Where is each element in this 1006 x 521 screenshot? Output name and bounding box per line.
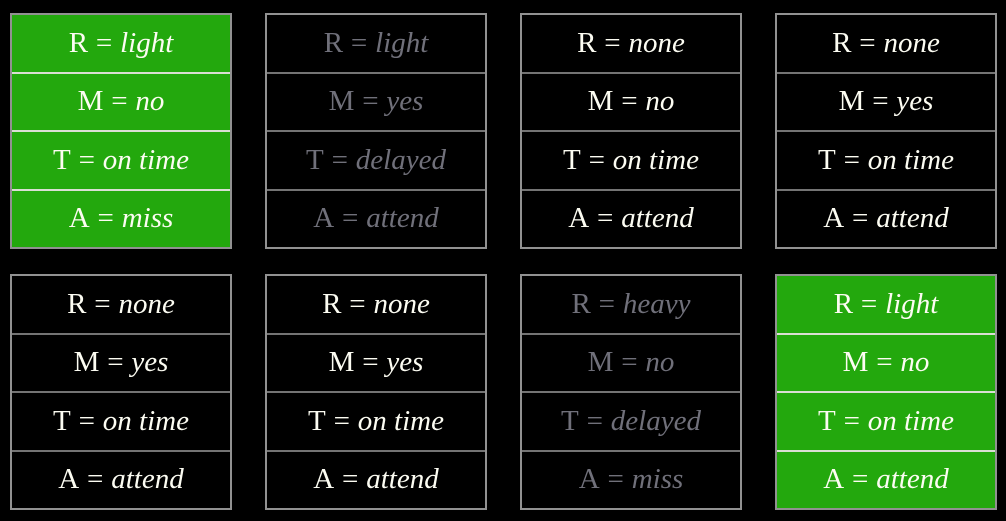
variable-name: R (832, 26, 852, 59)
variable-value: on time (612, 143, 699, 176)
equals-sign: = (333, 404, 350, 437)
variable-value: light (885, 287, 939, 320)
assignment-row-appointment (12, 191, 230, 248)
variable-value: yes (131, 346, 169, 379)
sample-card-6 (265, 274, 487, 510)
variable-name: R (577, 26, 597, 59)
variable-name: T (561, 404, 579, 437)
assignment-row-train (777, 132, 995, 191)
equals-sign: = (78, 404, 95, 437)
variable-value: attend (366, 463, 439, 496)
variable-name: T (818, 143, 836, 176)
variable-name: R (323, 26, 344, 59)
samples-grid (10, 13, 997, 510)
assignment-row-appointment (522, 452, 740, 509)
variable-value: attend (876, 463, 949, 496)
assignment-row-train (267, 132, 485, 191)
variable-value: heavy (622, 287, 691, 320)
equals-sign: = (331, 143, 348, 176)
assignment-row-maintenance (522, 335, 740, 394)
equals-sign: = (342, 202, 359, 235)
variable-name: A (578, 463, 600, 496)
equals-sign: = (876, 346, 893, 379)
variable-value: none (373, 287, 430, 320)
sample-card-3 (520, 13, 742, 249)
variable-name: T (306, 143, 324, 176)
assignment-row-rain (267, 276, 485, 335)
assignment-row-appointment (267, 191, 485, 248)
equals-sign: = (350, 26, 368, 59)
variable-name: A (313, 202, 335, 235)
equals-sign: = (342, 463, 359, 496)
assignment-row-rain (777, 15, 995, 74)
equals-sign: = (588, 143, 605, 176)
variable-name: R (67, 287, 87, 320)
variable-name: A (823, 463, 845, 496)
variable-name: M (838, 85, 865, 118)
variable-name: T (308, 404, 326, 437)
variable-name: A (568, 202, 590, 235)
variable-name: R (68, 26, 89, 59)
variable-name: R (833, 287, 854, 320)
assignment-row-train (267, 393, 485, 452)
assignment-row-maintenance (267, 335, 485, 394)
variable-name: T (818, 404, 836, 437)
variable-value: attend (621, 202, 694, 235)
assignment-row-train (12, 132, 230, 191)
variable-value: delayed (610, 404, 701, 437)
variable-value: on time (357, 404, 444, 437)
assignment-row-appointment (522, 191, 740, 248)
variable-name: T (563, 143, 581, 176)
variable-name: M (842, 346, 869, 379)
variable-name: R (571, 287, 591, 320)
equals-sign: = (860, 287, 878, 320)
variable-value: on time (102, 404, 189, 437)
variable-value: light (375, 26, 429, 59)
variable-value: miss (631, 463, 684, 496)
assignment-row-train (777, 393, 995, 452)
sample-card-4 (775, 13, 997, 249)
variable-value: yes (896, 85, 934, 118)
assignment-row-train (12, 393, 230, 452)
equals-sign: = (598, 287, 616, 320)
equals-sign: = (362, 346, 379, 379)
variable-name: A (313, 463, 335, 496)
equals-sign: = (107, 346, 124, 379)
equals-sign: = (586, 404, 603, 437)
assignment-row-rain (522, 15, 740, 74)
variable-name: M (587, 85, 614, 118)
variable-value: on time (102, 143, 189, 176)
variable-value: none (883, 26, 940, 59)
assignment-row-appointment (12, 452, 230, 509)
variable-value: miss (121, 202, 174, 235)
assignment-row-appointment (267, 452, 485, 509)
assignment-row-rain (12, 15, 230, 74)
equals-sign: = (872, 85, 889, 118)
variable-value: yes (386, 85, 424, 118)
assignment-row-appointment (777, 452, 995, 509)
assignment-row-rain (522, 276, 740, 335)
sample-card-2 (265, 13, 487, 249)
equals-sign: = (843, 143, 860, 176)
variable-name: R (322, 287, 342, 320)
equals-sign: = (852, 202, 869, 235)
assignment-row-maintenance (522, 74, 740, 133)
equals-sign: = (843, 404, 860, 437)
variable-name: T (53, 143, 71, 176)
variable-value: attend (876, 202, 949, 235)
assignment-row-rain (267, 15, 485, 74)
equals-sign: = (349, 287, 366, 320)
variable-name: T (53, 404, 71, 437)
variable-value: yes (386, 346, 424, 379)
assignment-row-appointment (777, 191, 995, 248)
variable-name: A (823, 202, 845, 235)
equals-sign: = (604, 26, 621, 59)
sample-card-8 (775, 274, 997, 510)
variable-name: M (77, 85, 104, 118)
equals-sign: = (97, 202, 114, 235)
variable-value: no (645, 85, 675, 118)
equals-sign: = (111, 85, 128, 118)
variable-value: light (120, 26, 174, 59)
equals-sign: = (621, 346, 638, 379)
variable-value: delayed (355, 143, 446, 176)
variable-name: M (328, 85, 355, 118)
sample-card-7 (520, 274, 742, 510)
variable-name: M (73, 346, 100, 379)
sample-card-1 (10, 13, 232, 249)
sample-card-5 (10, 274, 232, 510)
assignment-row-rain (12, 276, 230, 335)
assignment-row-train (522, 393, 740, 452)
variable-value: none (118, 287, 175, 320)
equals-sign: = (607, 463, 624, 496)
equals-sign: = (597, 202, 614, 235)
equals-sign: = (859, 26, 876, 59)
equals-sign: = (78, 143, 95, 176)
equals-sign: = (362, 85, 379, 118)
assignment-row-maintenance (267, 74, 485, 133)
assignment-row-maintenance (12, 74, 230, 133)
variable-name: A (58, 463, 80, 496)
assignment-row-maintenance (777, 335, 995, 394)
equals-sign: = (621, 85, 638, 118)
equals-sign: = (94, 287, 111, 320)
variable-value: on time (867, 143, 954, 176)
variable-name: M (328, 346, 355, 379)
variable-value: no (645, 346, 675, 379)
variable-value: attend (111, 463, 184, 496)
assignment-row-maintenance (12, 335, 230, 394)
variable-value: no (135, 85, 165, 118)
variable-name: A (68, 202, 90, 235)
equals-sign: = (87, 463, 104, 496)
assignment-row-rain (777, 276, 995, 335)
assignment-row-train (522, 132, 740, 191)
variable-name: M (587, 346, 614, 379)
assignment-row-maintenance (777, 74, 995, 133)
variable-value: none (628, 26, 685, 59)
variable-value: attend (366, 202, 439, 235)
variable-value: no (900, 346, 930, 379)
equals-sign: = (95, 26, 113, 59)
equals-sign: = (852, 463, 869, 496)
variable-value: on time (867, 404, 954, 437)
